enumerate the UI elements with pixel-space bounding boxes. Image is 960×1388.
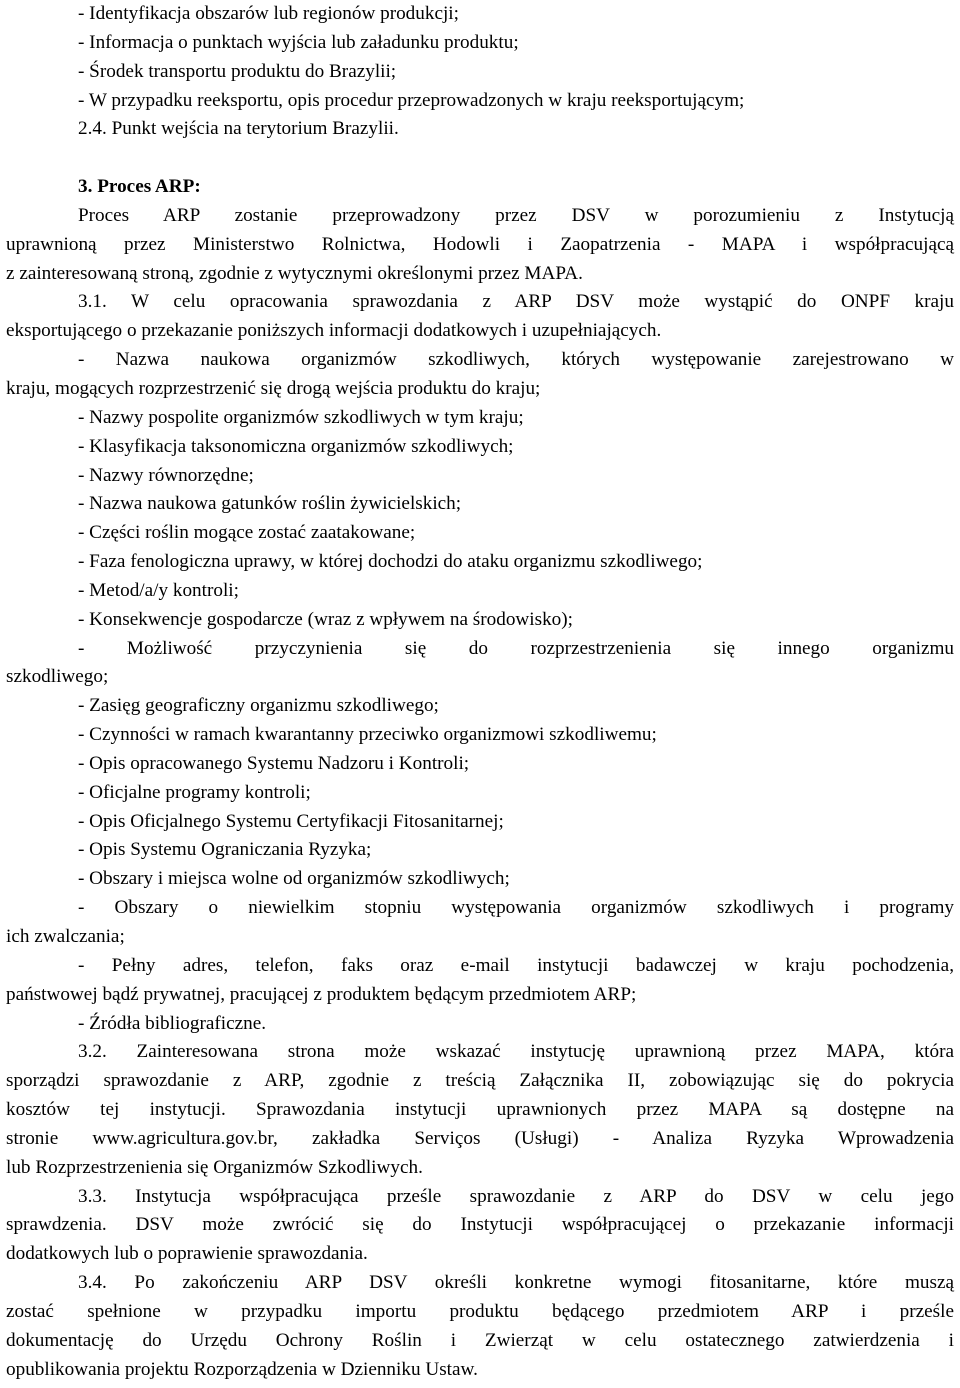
list-item: - Klasyfikacja taksonomiczna organizmów szkodliwych; <box>78 435 514 457</box>
list-item: - Czynności w ramach kwarantanny przeciwko organizmowi szkodliwemu; <box>78 724 657 746</box>
paragraph-line: eksportującego o przekazanie poniższych informacji dodatkowych i uzupełniających. <box>6 320 662 342</box>
list-item: - Możliwość przyczynienia się do rozprzestrzenienia się innego organizmu <box>78 637 954 659</box>
list-item: - Nazwy równorzędne; <box>78 464 254 486</box>
paragraph-line: sporządzi sprawozdanie z ARP, zgodnie z treścią Załącznika II, zobowiązując się do pokrycia <box>6 1070 954 1092</box>
paragraph-line: stronie www.agricultura.gov.br, zakładka Serviços (Usługi) - Analiza Ryzyka Wprowadzenia <box>6 1127 954 1149</box>
paragraph-line: sprawdzenia. DSV może zwrócić się do Instytucji współpracującej o przekazanie informacji <box>6 1214 954 1236</box>
list-item: - Konsekwencje gospodarcze (wraz z wpływem na środowisko); <box>78 608 573 630</box>
paragraph-line: 3.4. Po zakończeniu ARP DSV określi konkretne wymogi fitosanitarne, które muszą <box>78 1272 954 1294</box>
paragraph-line: zostać spełnione w przypadku importu produktu będącego przedmiotem ARP i prześle <box>6 1300 954 1322</box>
list-item-continuation: szkodliwego; <box>6 666 109 688</box>
section-heading <box>6 173 954 202</box>
list-item: - Nazwa naukowa gatunków roślin żywicielskich; <box>78 493 462 515</box>
list-item: - Zasięg geograficzny organizmu szkodliwego; <box>78 695 439 717</box>
list-item: - Identyfikacja obszarów lub regionów produkcji; <box>78 3 459 24</box>
list-item: - Opis opracowanego Systemu Nadzoru i Kontroli; <box>78 752 470 774</box>
paragraph-line: 3.2. Zainteresowana strona może wskazać instytucję uprawnioną przez MAPA, która <box>78 1041 954 1063</box>
paragraph-line: 3.1. W celu opracowania sprawozdania z ARP DSV może wystąpić do ONPF kraju <box>78 291 954 313</box>
list-item: - Faza fenologiczna uprawy, w której dochodzi do ataku organizmu szkodliwego; <box>78 551 703 573</box>
paragraph-line: 3.3. Instytucja współpracująca prześle sprawozdanie z ARP do DSV w celu jego <box>78 1185 954 1207</box>
paragraph-line: kosztów tej instytucji. Sprawozdania instytucji uprawnionych przez MAPA są dostępne na <box>6 1099 954 1121</box>
section-number: 3. <box>78 176 93 198</box>
list-item: - Obszary i miejsca wolne od organizmów szkodliwych; <box>78 868 510 890</box>
list-item: - Opis Systemu Ograniczania Ryzyka; <box>78 839 372 861</box>
list-item: - Pełny adres, telefon, faks oraz e-mail instytucji badawczej w kraju pochodzenia, <box>78 954 954 976</box>
paragraph-line: opublikowania projektu Rozporządzenia w Dzienniku Ustaw. <box>6 1358 478 1380</box>
list-item: - Nazwy pospolite organizmów szkodliwych w tym kraju; <box>78 406 524 428</box>
list-item: - W przypadku reeksportu, opis procedur przeprowadzonych w kraju reeksportującym; <box>78 89 745 111</box>
list-item: - Części roślin mogące zostać zaatakowane; <box>78 522 416 544</box>
document-page <box>6 0 954 1385</box>
subsection-heading: 2.4. Punkt wejścia na terytorium Brazylii. <box>78 118 399 140</box>
paragraph-line: dokumentację do Urzędu Ochrony Roślin i Zwierząt w celu ostatecznego zatwierdzenia i <box>6 1329 954 1351</box>
list-item-continuation: kraju, mogących rozprzestrzenić się drogą wejścia produktu do kraju; <box>6 377 541 399</box>
paragraph-line: lub Rozprzestrzenienia się Organizmów Szkodliwych. <box>6 1156 423 1178</box>
list-item: - Środek transportu produktu do Brazylii; <box>78 60 397 82</box>
list-item-continuation: ich zwalczania; <box>6 926 125 947</box>
paragraph-line: z zainteresowaną stroną, zgodnie z wytycznymi określonymi przez MAPA. <box>6 262 583 284</box>
paragraph-line: Proces ARP zostanie przeprowadzony przez DSV w porozumieniu z Instytucją <box>78 204 954 226</box>
list-item-continuation: państwowej bądź prywatnej, pracującej z produktem będącym przedmiotem ARP; <box>6 983 637 1005</box>
list-item: - Metod/a/y kontroli; <box>78 579 239 601</box>
list-item: - Nazwa naukowa organizmów szkodliwych, których występowanie zarejestrowano w <box>78 349 954 371</box>
section-title: Proces ARP: <box>97 176 201 198</box>
paragraph-line: uprawnioną przez Ministerstwo Rolnictwa, Hodowli i Zaopatrzenia - MAPA i współpracującą <box>6 233 954 255</box>
list-item: - Oficjalne programy kontroli; <box>78 781 311 803</box>
paragraph-line: dodatkowych lub o poprawienie sprawozdania. <box>6 1243 368 1265</box>
list-item: - Opis Oficjalnego Systemu Certyfikacji Fitosanitarnej; <box>78 810 504 832</box>
list-item: - Obszary o niewielkim stopniu występowania organizmów szkodliwych i programy <box>78 897 954 919</box>
spacer <box>6 144 954 173</box>
list-item: - Informacja o punktach wyjścia lub załadunku produktu; <box>78 31 519 53</box>
list-item: - Źródła bibliograficzne. <box>78 1012 267 1034</box>
